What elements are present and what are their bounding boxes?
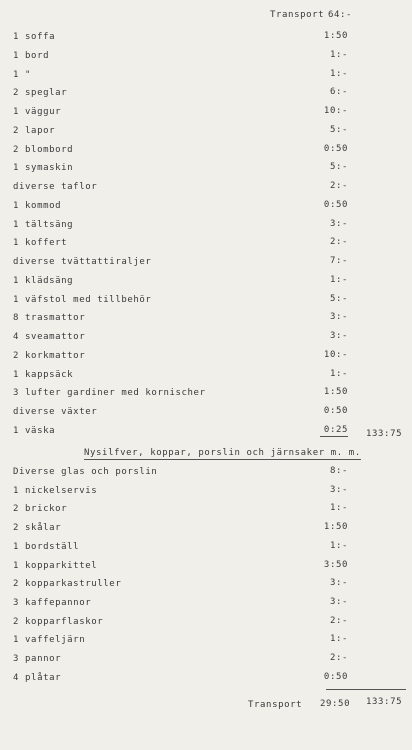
item-price: 7:-	[329, 256, 348, 266]
item-price: 3:-	[329, 596, 348, 607]
item-price: 6:-	[329, 87, 348, 98]
item-text: 1 bordställ	[13, 541, 80, 552]
item-price: 0:50	[323, 143, 348, 154]
item-text: 4 plåtar	[13, 672, 62, 683]
section1-total: 133:75	[366, 429, 403, 439]
item-price: 3:50	[323, 559, 348, 570]
item-text: 1 kopparkittel	[13, 560, 98, 571]
item-price: 3:-	[329, 484, 348, 495]
item-price: 2:-	[329, 653, 348, 663]
underline-rule	[326, 689, 406, 690]
item-price: 1:-	[329, 49, 348, 60]
item-text: 1 "	[13, 69, 32, 80]
section2-heading: Nysilfver, koppar, porslin och järnsaker m. m.	[84, 448, 361, 458]
item-price: 2:-	[329, 237, 348, 248]
item-price: 0:50	[323, 406, 348, 416]
item-text: 1 soffa	[13, 32, 56, 42]
item-price: 1:-	[329, 503, 348, 514]
item-price: 1:-	[329, 274, 348, 285]
header-transport-label: Transport	[270, 10, 325, 20]
item-text: 1 kappsäck	[13, 369, 74, 380]
item-price: 5:-	[329, 293, 348, 304]
item-text: diverse växter	[13, 407, 98, 417]
item-price: 0:25	[320, 425, 348, 437]
item-price: 1:50	[323, 31, 348, 41]
item-text: 2 kopparkastruller	[13, 579, 122, 590]
item-text: 2 speglar	[13, 88, 68, 99]
item-text: diverse taflor	[13, 182, 98, 192]
item-text: Diverse glas och porslin	[13, 467, 158, 477]
item-price: 3:-	[329, 218, 348, 229]
item-text: 2 blombord	[13, 144, 74, 155]
item-text: 1 tältsäng	[13, 219, 74, 230]
item-text: 1 klädsäng	[13, 275, 74, 286]
item-text: 1 bord	[13, 50, 50, 61]
item-text: 1 symaskin	[13, 163, 74, 174]
item-price: 10:-	[323, 106, 348, 116]
item-price: 1:-	[329, 368, 348, 379]
item-price: 8:-	[329, 466, 348, 476]
item-price: 1:-	[329, 634, 348, 645]
item-text: 2 brickor	[13, 504, 68, 515]
item-text: 2 kopparflaskor	[13, 616, 104, 627]
footer-total: 133:75	[366, 697, 403, 707]
item-price: 1:-	[329, 68, 348, 79]
item-text: 1 väska	[13, 425, 56, 436]
item-text: 3 pannor	[13, 654, 62, 664]
item-price: 10:-	[323, 349, 348, 360]
footer-transport-label: Transport	[248, 700, 303, 710]
item-price: 0:50	[323, 199, 348, 210]
item-text: 1 vaffeljärn	[13, 635, 86, 646]
item-text: 4 sveamattor	[13, 332, 86, 342]
item-text: 3 lufter gardiner med kornischer	[13, 388, 206, 399]
item-text: 1 nickelservis	[13, 485, 98, 496]
item-price: 5:-	[329, 162, 348, 173]
item-text: 2 skålar	[13, 523, 62, 534]
item-price: 3:-	[329, 312, 348, 323]
item-text: 1 väggur	[13, 107, 62, 117]
item-price: 5:-	[329, 124, 348, 135]
item-text: 2 korkmattor	[13, 350, 86, 361]
item-price: 1:50	[323, 522, 348, 533]
item-price: 1:50	[323, 387, 348, 398]
item-text: 8 trasmattor	[13, 313, 86, 324]
item-text: 1 väfstol med tillbehör	[13, 294, 152, 305]
item-price: 2:-	[329, 181, 348, 191]
item-price: 2:-	[329, 615, 348, 626]
item-text: 3 kaffepannor	[13, 597, 92, 608]
item-price: 0:50	[323, 671, 348, 682]
item-price: 3:-	[329, 578, 348, 589]
item-price: 1:-	[329, 540, 348, 551]
item-price: 3:-	[329, 331, 348, 341]
item-text: 2 lapor	[13, 125, 56, 136]
item-text: 1 kommod	[13, 200, 62, 211]
item-text: diverse tvättattiraljer	[13, 257, 152, 267]
footer-subtotal: 29:50	[320, 699, 351, 709]
item-text: 1 koffert	[13, 238, 68, 249]
header-transport-value: 64:-	[328, 10, 353, 20]
